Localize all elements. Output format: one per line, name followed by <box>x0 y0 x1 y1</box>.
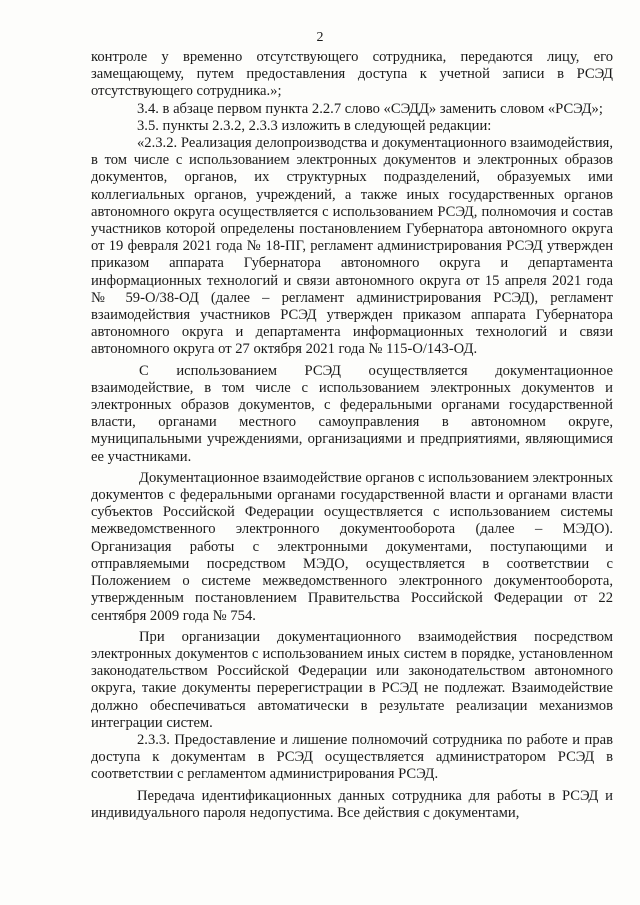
paragraph-other-systems: При организации документационного взаимодействия посредством электронных документов с использованием иных систем в порядке, установленном законодательством Российской Федерации или законодательством автономного округа, такие документы перерегистрации в РСЭД не подлежат. Взаимодействие должно обеспечиваться автоматически в результате реализации механизмов интеграции систем. <box>91 628 613 731</box>
paragraph-rsed-interaction: С использованием РСЭД осуществляется документационное взаимодействие, в том числе с использованием электронных документов и электронных образов документов, с федеральными органами государственной власти, органами местного самоуправления в автономном округе, муниципальными учреждениями, организациями и предприятиями, являющимися ее участниками. <box>91 362 613 465</box>
paragraph-item-3-5: 3.5. пункты 2.3.2, 2.3.3 изложить в следующей редакции: <box>137 117 492 134</box>
paragraph-medo: Документационное взаимодействие органов с использованием электронных документов с федеральными органами государственной власти и органами власти субъектов Российской Федерации осуществляется с использованием системы межведомственного электронного документооборота (далее – МЭДО). Организация работы с электронными документами, поступающими и отправляемыми посредством МЭДО, осуществляется в соответствии с Положением о системе межведомственного электронного документооборота, утвержденным постановлением Правительства Российской Федерации от 22 сентября 2009 года № 754. <box>91 469 614 624</box>
paragraph-continuation: контроле у временно отсутствующего сотрудника, передаются лицу, его замещающему, путем предоставления доступа к учетной записи в РСЭД отсутствующего сотрудника.»; <box>91 49 613 100</box>
paragraph-item-3-4: 3.4. в абзаце первом пункта 2.2.7 слово «СЭДД» заменить словом «РСЭД»; <box>137 100 603 117</box>
page-number: 2 <box>316 30 324 45</box>
document-body <box>91 49 613 822</box>
paragraph-clause-2-3-2: «2.3.2. Реализация делопроизводства и документационного взаимодействия, в том числе с использованием электронных документов и электронных образов документов, органов, их структурных подразделений, образуемых ими коллегиальных органов, учреждений, а также иных государственных органов автономного округа осуществляется с использованием РСЭД, полномочия и состав участников которой определены постановлением Губернатора автономного округа от 19 февраля 2021 года № 18-ПГ, регламент администрирования РСЭД утвержден приказом аппарата Губернатора автономного округа и департамента информационных технологий и связи автономного округа от 15 апреля 2021 года № 59-О/38-ОД (далее – регламент администрирования РСЭД), регламент взаимодействия участников РСЭД утвержден приказом аппарата Губернатора автономного округа и департамента информационных технологий и связи автономного округа от 27 октября 2021 года № 115-О/143-ОД. <box>91 135 613 358</box>
paragraph-clause-2-3-3: 2.3.3. Предоставление и лишение полномочий сотрудника по работе и прав доступа к документам в РСЭД осуществляется администратором РСЭД в соответствии с регламентом администрирования РСЭД. <box>91 731 613 783</box>
paragraph-credentials: Передача идентификационных данных сотрудника для работы в РСЭД и индивидуального пароля недопустима. Все действия с документами, <box>91 787 613 821</box>
